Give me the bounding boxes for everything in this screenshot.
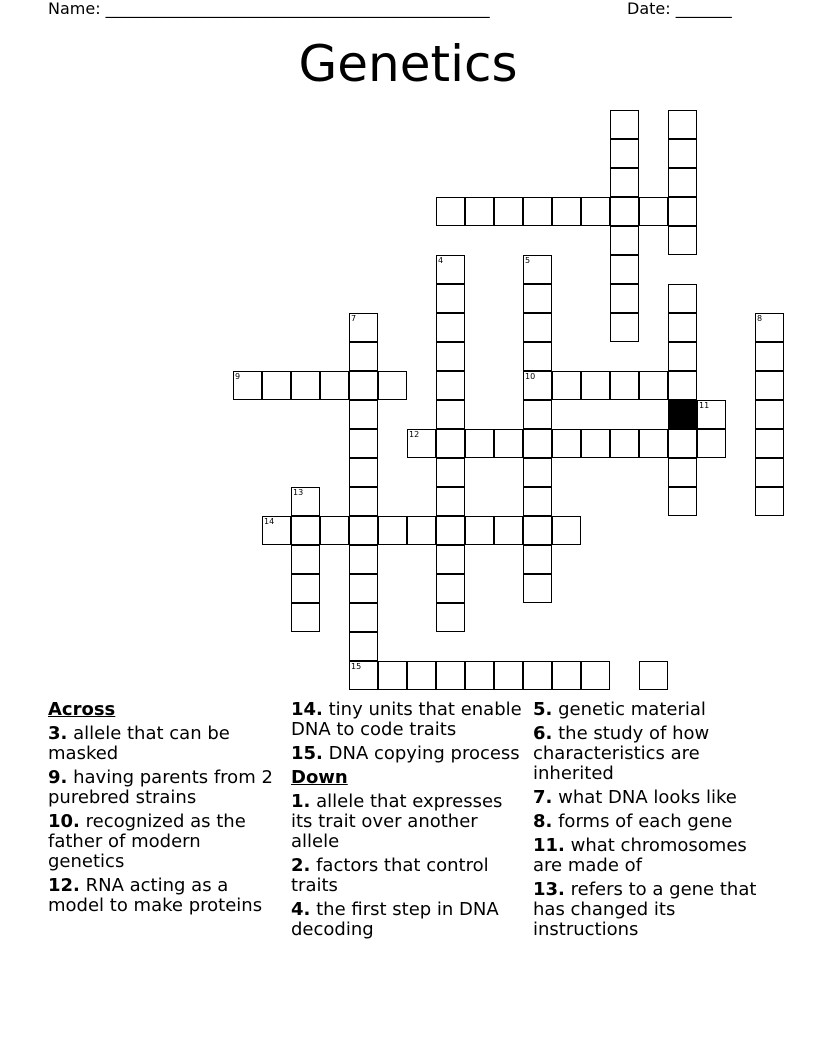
crossword-cell[interactable] [436,371,465,400]
clue-text: recognized as the father of modern genetics [48,811,246,872]
clue-number-label: 4 [438,256,444,265]
crossword-cell[interactable] [668,429,697,458]
crossword-cell[interactable] [523,313,552,342]
crossword-cell[interactable] [668,110,697,139]
clue-number-label: 7 [351,314,357,323]
clue-number: 3. [48,723,68,744]
crossword-cell[interactable] [349,429,378,458]
clue-item [533,812,773,832]
clue-number: 8. [533,811,553,832]
crossword-cell[interactable] [523,284,552,313]
crossword-cell[interactable] [610,284,639,313]
crossword-cell[interactable] [610,139,639,168]
crossword-cell[interactable] [523,545,552,574]
crossword-cell[interactable] [291,545,320,574]
clue-item [291,700,527,740]
crossword-cell[interactable] [436,545,465,574]
crossword-cell[interactable] [320,516,349,545]
crossword-cell[interactable] [668,168,697,197]
crossword-cell[interactable] [610,110,639,139]
crossword-cell[interactable] [436,661,465,690]
crossword-cell[interactable] [436,429,465,458]
crossword-cell[interactable] [233,371,262,400]
crossword-cell[interactable] [610,255,639,284]
clue-text: factors that control traits [291,855,489,896]
crossword-cell[interactable] [552,516,581,545]
clue-text: the study of how characteristics are inherited [533,723,710,784]
crossword-cell[interactable] [378,371,407,400]
crossword-cell[interactable] [552,197,581,226]
clue-item [533,788,773,808]
crossword-cell[interactable] [494,661,523,690]
clue-number: 5. [533,699,553,720]
crossword-cell[interactable] [465,516,494,545]
clue-item [48,724,280,764]
across-heading: Across [48,699,116,720]
crossword-cell[interactable] [523,371,552,400]
clue-item [533,724,773,784]
clue-number: 1. [291,791,311,812]
crossword-cell[interactable] [291,603,320,632]
crossword-cell[interactable] [436,458,465,487]
clue-item [291,856,527,896]
crossword-cell[interactable] [494,197,523,226]
crossword-cell[interactable] [349,603,378,632]
clue-number-label: 11 [699,401,710,410]
clue-text: allele that can be masked [48,723,230,764]
crossword-cell[interactable] [697,429,726,458]
crossword-cell[interactable] [291,516,320,545]
clue-text: DNA copying process [322,743,520,764]
crossword-cell[interactable] [755,342,784,371]
name-field-line: Name: ________________________________________________ [48,0,490,18]
clue-number-label: 9 [235,372,241,381]
clue-item [48,876,280,916]
crossword-cell[interactable] [755,400,784,429]
crossword-cell[interactable] [523,400,552,429]
crossword-cell[interactable] [639,371,668,400]
crossword-cell[interactable] [436,313,465,342]
clue-text: forms of each gene [552,811,733,832]
crossword-cell[interactable] [552,429,581,458]
clue-column-2 [291,700,527,944]
clue-text: genetic material [552,699,706,720]
down-heading: Down [291,767,348,788]
crossword-cell[interactable] [668,487,697,516]
crossword-cell[interactable] [755,458,784,487]
crossword-cell[interactable] [639,197,668,226]
crossword-cell[interactable] [407,661,436,690]
crossword-cell[interactable] [436,255,465,284]
crossword-cell[interactable] [668,342,697,371]
crossword-cell[interactable] [523,661,552,690]
clue-item [291,792,527,852]
clue-number: 15. [291,743,323,764]
clue-number: 9. [48,767,68,788]
clue-item [533,880,773,940]
clue-number: 10. [48,811,80,832]
crossword-cell[interactable] [610,371,639,400]
crossword-cell[interactable] [378,516,407,545]
crossword-cell[interactable] [349,342,378,371]
clue-number: 7. [533,787,553,808]
crossword-cell[interactable] [436,603,465,632]
crossword-cell[interactable] [581,371,610,400]
clue-text: RNA acting as a model to make proteins [48,875,263,916]
crossword-cell[interactable] [523,255,552,284]
crossword-cell[interactable] [349,458,378,487]
clue-number: 11. [533,835,565,856]
crossword-cell[interactable] [581,429,610,458]
clue-number: 4. [291,899,311,920]
crossword-cell[interactable] [523,574,552,603]
clue-number-label: 8 [757,314,763,323]
crossword-cell[interactable] [436,487,465,516]
clue-number-label: 10 [525,372,536,381]
crossword-cell[interactable] [291,487,320,516]
clue-item [533,700,773,720]
clue-number: 13. [533,879,565,900]
crossword-cell[interactable] [552,371,581,400]
page-title: Genetics [298,35,518,93]
crossword-cell[interactable] [755,429,784,458]
clue-number: 2. [291,855,311,876]
clue-number-label: 5 [525,256,531,265]
crossword-cell[interactable] [465,429,494,458]
crossword-cell[interactable] [349,400,378,429]
crossword-cell[interactable] [262,371,291,400]
crossword-cell[interactable] [523,516,552,545]
crossword-cell[interactable] [378,661,407,690]
crossword-cell[interactable] [610,168,639,197]
crossword-cell[interactable] [668,284,697,313]
clue-text: what DNA looks like [552,787,737,808]
crossword-cell[interactable] [436,342,465,371]
clue-number-label: 12 [409,430,420,439]
crossword-cell[interactable] [349,661,378,690]
clue-column-1 [48,700,280,920]
crossword-cell[interactable] [494,516,523,545]
crossword-cell[interactable] [436,284,465,313]
crossword-cell[interactable] [668,313,697,342]
crossword-cell[interactable] [494,429,523,458]
crossword-cell[interactable] [523,429,552,458]
crossword-cell[interactable] [639,429,668,458]
crossword-cell[interactable] [407,516,436,545]
crossword-cell[interactable] [610,313,639,342]
crossword-cell[interactable] [465,197,494,226]
crossword-cell[interactable] [755,313,784,342]
crossword-cell[interactable] [407,429,436,458]
crossword-cell[interactable] [668,139,697,168]
crossword-cell[interactable] [262,516,291,545]
crossword-cell[interactable] [436,400,465,429]
crossword-cell[interactable] [697,400,726,429]
crossword-cell[interactable] [639,661,668,690]
crossword-cell[interactable] [291,371,320,400]
crossword-cell[interactable] [436,516,465,545]
crossword-cell[interactable] [523,458,552,487]
crossword-cell[interactable] [291,574,320,603]
crossword-cell[interactable] [610,429,639,458]
crossword-cell[interactable] [668,226,697,255]
crossword-cell[interactable] [552,661,581,690]
clue-text: the first step in DNA decoding [291,899,499,940]
crossword-cell[interactable] [755,487,784,516]
clue-text: refers to a gene that has changed its instructions [533,879,757,940]
crossword-cell[interactable] [523,342,552,371]
crossword-cell[interactable] [465,661,494,690]
clue-number: 6. [533,723,553,744]
clue-text: allele that expresses its trait over another allele [291,791,503,852]
crossword-cell[interactable] [581,197,610,226]
clue-item [48,812,280,872]
crossword-cell[interactable] [349,487,378,516]
clue-text: having parents from 2 purebred strains [48,767,273,808]
clue-text: tiny units that enable DNA to code traits [291,699,522,740]
crossword-cell[interactable] [349,574,378,603]
clue-text: what chromosomes are made of [533,835,747,876]
crossword-cell[interactable] [668,458,697,487]
clue-column-3 [533,700,773,944]
clue-item [533,836,773,876]
crossword-cell[interactable] [523,197,552,226]
clue-number: 12. [48,875,80,896]
crossword-cell[interactable] [668,371,697,400]
clue-item [291,744,527,764]
clue-number: 14. [291,699,323,720]
crossword-cell[interactable] [320,371,349,400]
crossword-cell[interactable] [755,371,784,400]
crossword-cell[interactable] [349,545,378,574]
crossword-cell[interactable] [349,371,378,400]
blocked-cell [668,400,697,429]
crossword-cell[interactable] [610,226,639,255]
clue-item [291,900,527,940]
crossword-cell[interactable] [349,516,378,545]
clue-item [48,768,280,808]
crossword-cell[interactable] [610,197,639,226]
crossword-cell[interactable] [668,197,697,226]
clue-number-label: 13 [293,488,304,497]
crossword-cell[interactable] [349,632,378,661]
crossword-cell[interactable] [349,313,378,342]
crossword-cell[interactable] [436,197,465,226]
crossword-cell[interactable] [436,574,465,603]
crossword-cell[interactable] [581,661,610,690]
date-field-line: Date: _______ [627,0,732,18]
clue-number-label: 14 [264,517,275,526]
crossword-cell[interactable] [523,487,552,516]
clue-number-label: 15 [351,662,362,671]
